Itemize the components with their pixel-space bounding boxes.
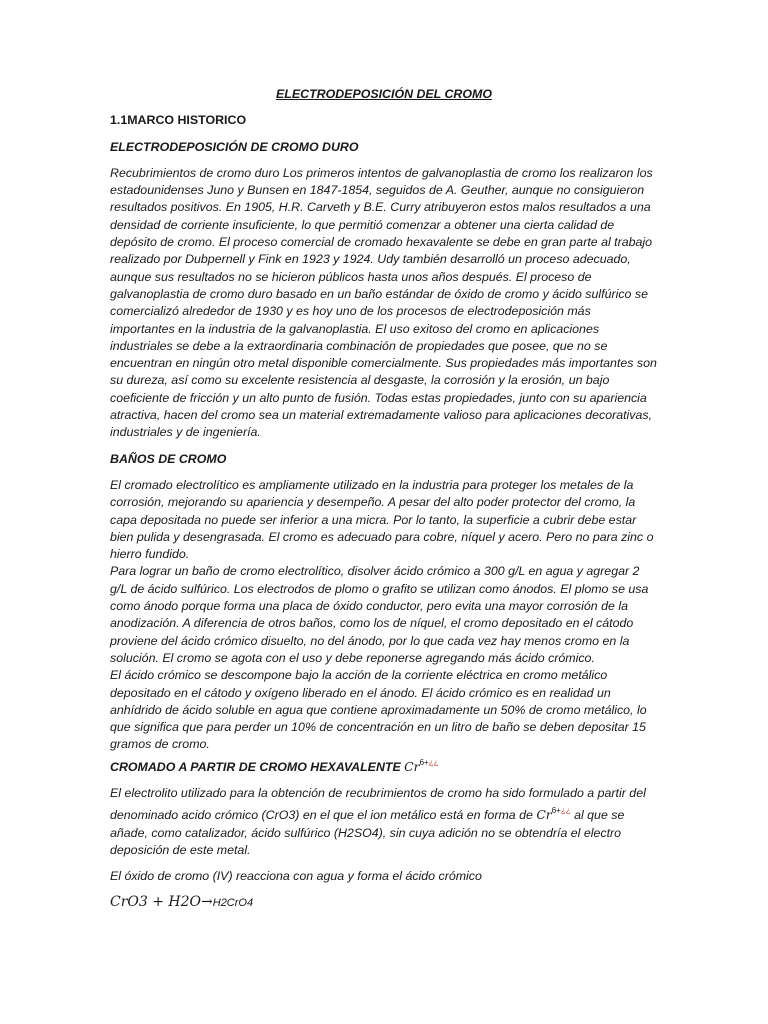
cr-superscript (420, 758, 439, 767)
paragraph-preparacion-bano: Para lograr un baño de cromo electrolítico, disolver ácido crómico a 300 g/L en agua y agregar 2 g/L de ácido sulfúrico. Los electrodos de plomo o grafito se utilizan como ánodos. El plomo se usa como ánodo porque forma una placa de óxido conductor, pero evita una mayor corrosión de la anodización. A diferencia de otros baños, como los de níquel, el cromo depositado en el cátodo proviene del ácido crómico disuelto, no del ánodo, por lo que cada vez hay menos cromo en la solución. El cromo se agota con el uso y debe reponerse agregando más ácido crómico. (110, 564, 649, 665)
paragraph-electrolito (110, 785, 658, 859)
cr-symbol: Cr (404, 758, 420, 774)
cr-garbled-chars: ¿¿ (428, 757, 439, 767)
section-heading: 1.1MARCO HISTORICO (110, 113, 247, 128)
paragraph-oxido-cromo: El óxido de cromo (IV) reacciona con agua y forma el ácido crómico (110, 869, 482, 884)
subheading-banos: BAÑOS DE CROMO (110, 451, 227, 466)
cr-charge: 6+ (419, 757, 429, 767)
document-title: ELECTRODEPOSICIÓN DEL CROMO (276, 87, 492, 101)
paragraph-cromado-electrolitico: El cromado electrolítico es ampliamente utilizado en la industria para proteger los metales de la corrosión, mejorando su apariencia y desempeño. A pesar del alto poder protector del cromo, la capa depositada no puede ser inferior a una micra. Por lo tanto, la superficie a cubrir debe estar bien pulida y desengrasada. El cromo es adecuado para cobre, níquel y acero. Pero no para zinc o hierro fundido. (110, 477, 654, 562)
cr-symbol-inline: Cr (536, 807, 552, 823)
paragraph-historia: Recubrimientos de cromo duro Los primeros intentos de galvanoplastia de cromo los realizaron los estadounidenses Juno y Bunsen en 1847-1854, seguidos de A. Geuther, aunque no consiguieron resultados positivos. En 1905, H.R. Carveth y B.E. Curry atribuyeron estos malos resultados a una densidad de corriente insuficiente, lo que permitió comenzar a obtener una cierta calidad de depósito de cromo. El proceso comercial de cromado hexavalente se debe en gran parte al trabajo realizado por Dubpernell y Fink en 1923 y 1924. Udy también desarrolló un proceso adecuado, aunque sus resultados no se hicieron públicos hasta unos años después. El proceso de galvanoplastia de cromo duro basado en un baño estándar de óxido de cromo y ácido sulfúrico se comercializó alrededor de 1930 y es hoy uno de los procesos de electrodeposición más importantes en la industria de la galvanoplastia. El uso exitoso del cromo en aplicaciones industriales se debe a la extraordinaria combinación de propiedades que posee, que no se encuentran en ningún otro metal disponible comercialmente. Sus propiedades más importantes son su dureza, así como su excelente resistencia al desgaste, la corrosión y la erosión, un bajo coeficiente de fricción y un alto punto de fusión. Todas estas propiedades, junto con su apariencia atractiva, hacen del cromo sea un material extremadamente valioso para aplicaciones decorativas, industriales y de ingeniería. (110, 165, 657, 440)
equation-product: H2CrO4 (212, 897, 254, 910)
cr-garbled-chars-inline: ¿¿ (560, 806, 571, 816)
document-page (110, 86, 658, 913)
paragraph-acido-cromico: El ácido crómico se descompone bajo la acción de la corriente eléctrica en cromo metálico depositado en el cátodo y oxígeno liberado en el ánodo. El ácido crómico es en realidad un anhídrido de ácido soluble en agua que contiene aproximadamente un 50% de cromo metálico, lo que significa que para perder un 10% de concentración en un litro de baño se deben depositar 15 gramos de cromo. (110, 668, 647, 752)
subheading-cromo-duro: ELECTRODEPOSICIÓN DE CROMO DURO (110, 139, 359, 154)
chemical-equation (110, 894, 658, 912)
paragraph-electrolito-end: al que se añade, como catalizador, ácido sulfúrico (H2SO4), sin cuya adición no se obtendría el electro deposición de este metal. (110, 808, 625, 857)
equation-arrow: → (201, 894, 213, 911)
equation-reactants: CrO3 + H2O (110, 894, 202, 911)
cr-charge-inline: 6+ (551, 806, 561, 816)
subheading-hexavalente (110, 754, 658, 776)
paragraph-electrolito-start: El electrolito utilizado para la obtención de recubrimientos de cromo ha sido formulado a partir del denominado acido crómico (CrO3) en el que el ion metálico está en forma de (110, 785, 646, 823)
cr-superscript-inline (552, 806, 571, 815)
subheading-hexavalente-text: CROMADO A PARTIR DE CROMO HEXAVALENTE (110, 759, 405, 774)
